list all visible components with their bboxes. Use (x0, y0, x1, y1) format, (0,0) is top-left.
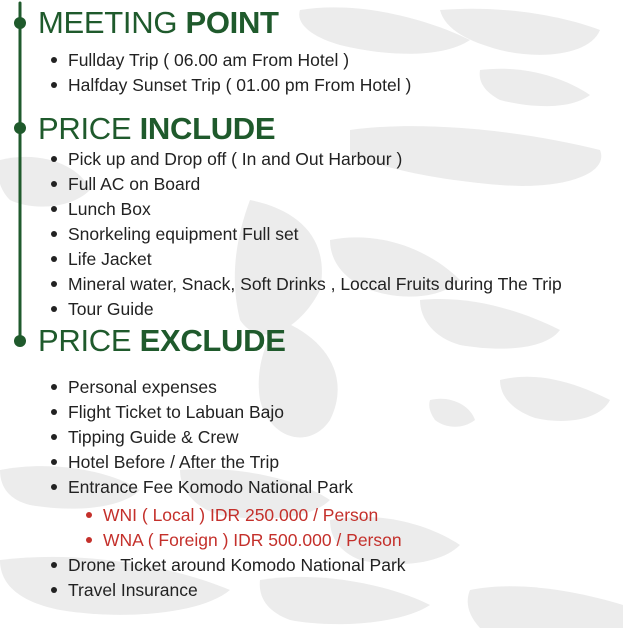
heading-meeting-point-bold: POINT (185, 5, 279, 40)
heading-price-exclude-normal: PRICE (38, 323, 132, 358)
list-item: Full AC on Board (50, 172, 562, 197)
list-item: Personal expenses (50, 375, 406, 400)
list-item: Hotel Before / After the Trip (50, 450, 406, 475)
heading-price-include-normal: PRICE (38, 111, 132, 146)
list-item: Drone Ticket around Komodo National Park (50, 553, 406, 578)
price-include-list (50, 147, 562, 322)
list-item: Flight Ticket to Labuan Bajo (50, 400, 406, 425)
list-item: Tour Guide (50, 297, 562, 322)
list-item: Halfday Sunset Trip ( 01.00 pm From Hotel ) (50, 73, 411, 98)
meeting-point-list (50, 48, 411, 98)
list-item: Life Jacket (50, 247, 562, 272)
list-item: Entrance Fee Komodo National Park (50, 475, 406, 500)
list-item: Mineral water, Snack, Soft Drinks , Loccal Fruits during The Trip (50, 272, 562, 297)
fee-item-foreign: WNA ( Foreign ) IDR 500.000 / Person (85, 528, 406, 553)
price-exclude-list (50, 375, 406, 603)
heading-meeting-point-normal: MEETING (38, 5, 178, 40)
list-item: Fullday Trip ( 06.00 am From Hotel ) (50, 48, 411, 73)
list-item: Tipping Guide & Crew (50, 425, 406, 450)
list-item: Pick up and Drop off ( In and Out Harbour ) (50, 147, 562, 172)
list-item: Lunch Box (50, 197, 562, 222)
heading-price-include (38, 111, 275, 147)
list-item: Snorkeling equipment Full set (50, 222, 562, 247)
fee-item-local: WNI ( Local ) IDR 250.000 / Person (85, 503, 406, 528)
heading-price-exclude (38, 323, 286, 359)
heading-price-include-bold: INCLUDE (139, 111, 276, 146)
heading-price-exclude-bold: EXCLUDE (139, 323, 286, 358)
list-item: Travel Insurance (50, 578, 406, 603)
heading-meeting-point (38, 5, 279, 41)
